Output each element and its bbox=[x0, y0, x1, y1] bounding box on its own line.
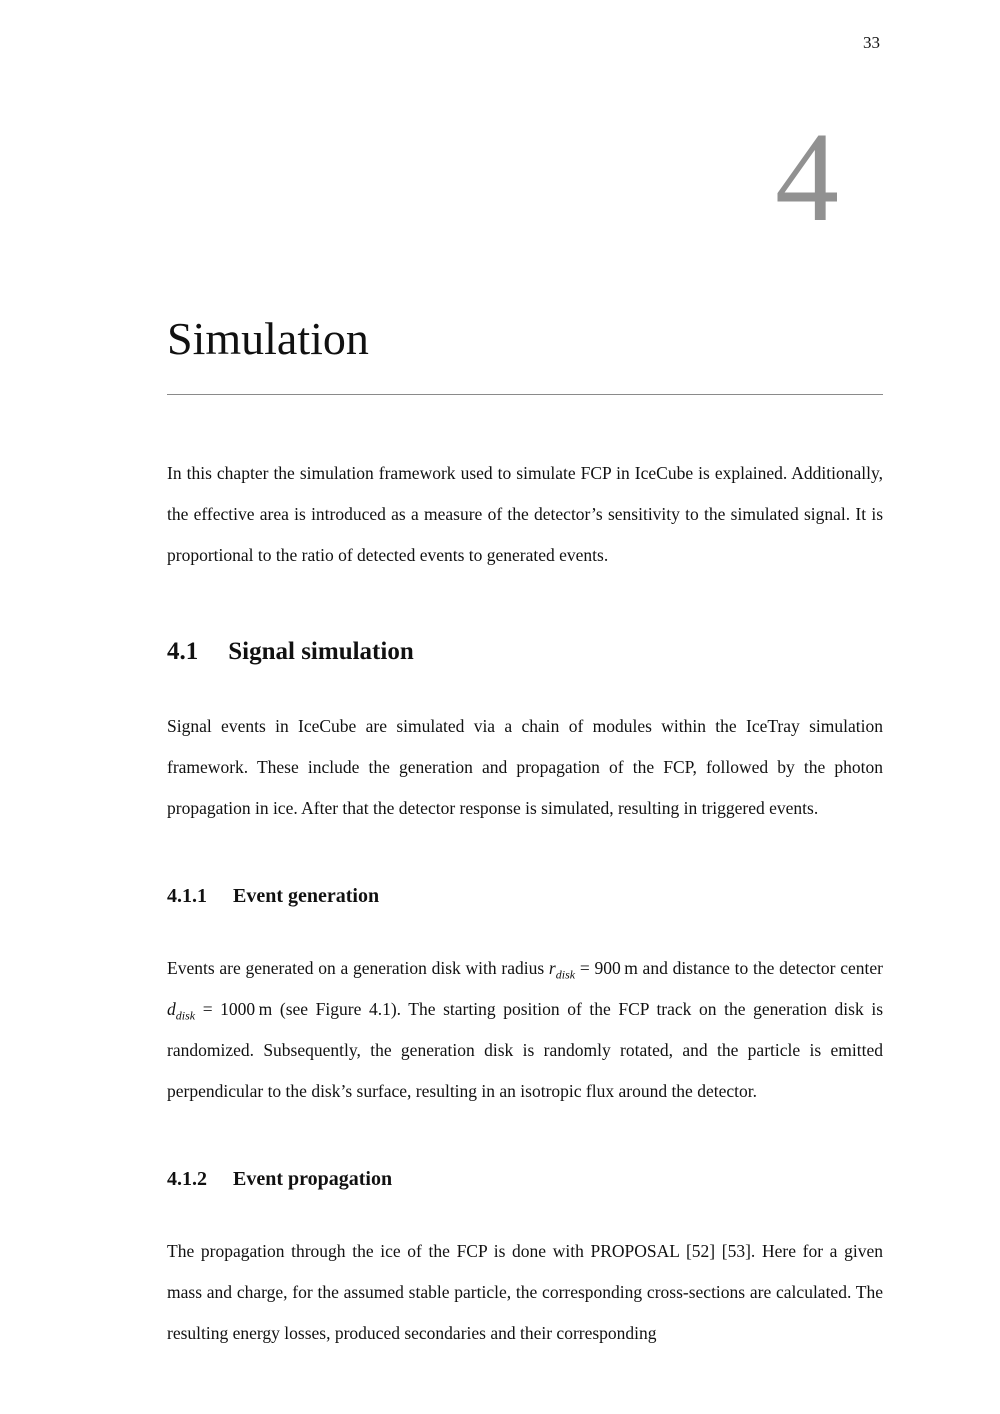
subsection-number: 4.1.2 bbox=[167, 1168, 207, 1191]
chapter-title-rule bbox=[167, 394, 883, 395]
chapter-title: Simulation bbox=[167, 312, 369, 364]
paragraph-text: = 900 m and distance to the detector center bbox=[575, 958, 883, 979]
math-subscript-disk: disk bbox=[555, 967, 576, 982]
math-variable-d: d bbox=[167, 999, 176, 1020]
subsection-title: Event propagation bbox=[233, 1168, 393, 1191]
page-content bbox=[167, 0, 883, 1354]
subsection-4-1-1-paragraph bbox=[167, 948, 883, 1112]
subsection-4-1-2-paragraph: The propagation through the ice of the FCP is done with PROPOSAL [52] [53]. Here for a given mass and charge, for the assumed stable particle, the corresponding cross-sections are calculated. The resulting energy losses, produced secondaries and their corresponding bbox=[167, 1241, 883, 1344]
paragraph-text: Events are generated on a generation disk with radius bbox=[167, 958, 549, 979]
subsection-heading-4-1-2 bbox=[167, 1168, 883, 1191]
paragraph-text: = 1000 m (see Figure 4.1). The starting position of the FCP track on the generation disk is randomized. Subsequently, the generation disk is randomly rotated, and the particle is emitted perpendicular to the disk’s surface, resulting in an isotropic flux around the detector. bbox=[167, 999, 883, 1102]
chapter-intro-paragraph: In this chapter the simulation framework used to simulate FCP in IceCube is explained. Additionally, the effective area is introduced as a measure of the detector’s sensitivity to the simulated signal. It is proportional to the ratio of detected events to generated events. bbox=[167, 463, 883, 566]
section-title: Signal simulation bbox=[228, 638, 414, 666]
section-heading-4-1 bbox=[167, 638, 883, 666]
section-4-1-paragraph: Signal events in IceCube are simulated via a chain of modules within the IceTray simulation framework. These include the generation and propagation of the FCP, followed by the photon propagation in ice. After that the detector response is simulated, resulting in triggered events. bbox=[167, 716, 883, 819]
math-subscript-disk: disk bbox=[175, 1008, 196, 1023]
chapter-number: 4 bbox=[775, 106, 839, 248]
subsection-heading-4-1-1 bbox=[167, 885, 883, 908]
subsection-number: 4.1.1 bbox=[167, 885, 207, 908]
page-number: 33 bbox=[863, 33, 880, 52]
section-number: 4.1 bbox=[167, 638, 199, 666]
subsection-title: Event generation bbox=[233, 885, 380, 908]
math-variable-r: r bbox=[548, 958, 556, 979]
